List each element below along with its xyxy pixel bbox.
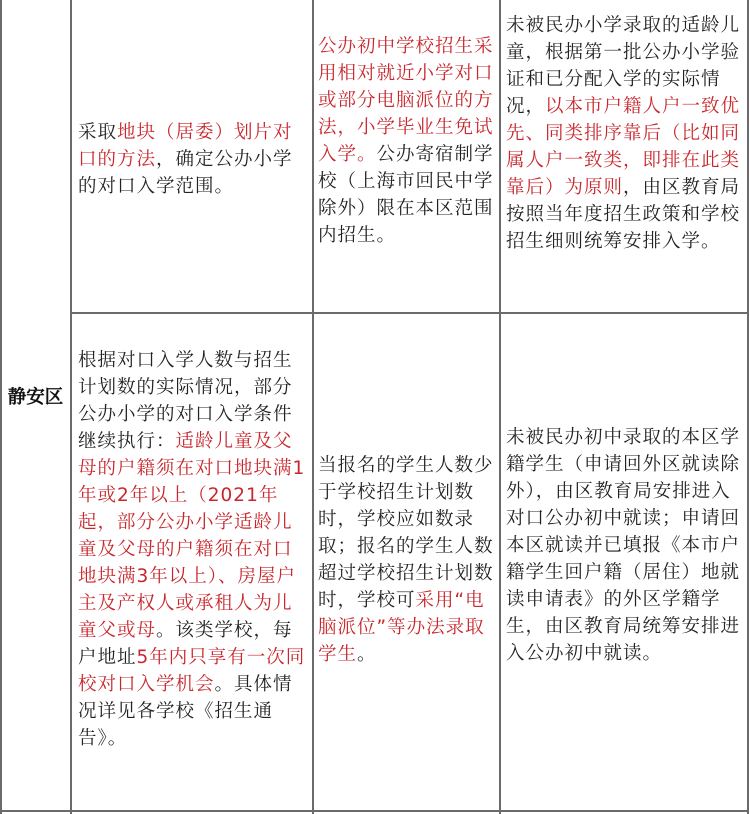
row2-primary-school-cell bbox=[78, 347, 307, 752]
highlighted-text: 适龄儿童及父母的户籍须在对口地块满1年或2年以上（2021年起，部分公办小学适龄儿童及父母的户籍须在对口地块满3年以上）、房屋户主及产权人或承租人为儿童父或母 bbox=[78, 431, 306, 641]
highlighted-text: 公办初中学校招生采用相对就近小学对口或部分电脑派位的方法，小学毕业生免试入学。 bbox=[318, 36, 494, 165]
table-border-bottom bbox=[0, 810, 749, 812]
highlighted-text: 采用“电脑派位”等办法录取学生 bbox=[318, 590, 485, 665]
highlighted-text: 5年内只享有一次同校对口入学机会 bbox=[78, 647, 306, 695]
row-divider bbox=[70, 312, 749, 314]
cell-text: 。该类学校，每户地址 bbox=[78, 620, 293, 668]
row2-private-unadmitted-cell bbox=[506, 424, 744, 667]
cell-text: 。具体情况详见各学校《招生通告》。 bbox=[78, 674, 293, 749]
cell-text: 。 bbox=[357, 644, 377, 665]
cell-text: 未被民办小学录取的适龄儿童，根据第一批公办小学验证和已分配入学的实际情况， bbox=[506, 15, 741, 117]
district-label: 静安区 bbox=[7, 387, 64, 408]
table-border-right bbox=[747, 0, 749, 814]
row1-primary-school-cell bbox=[78, 119, 307, 200]
cell-text: 未被民办初中录取的本区学籍学生（申请回外区就读除外），由区教育局安排进入对口公办初中就读；申请回本区就读并已填报《本市户籍学生回户籍（居住）地就读申请表》的外区学籍学生，由区教育局统筹安排进入公办初中就读。 bbox=[506, 427, 741, 664]
cell-text: ，确定公办小学的对口入学范围。 bbox=[78, 149, 293, 197]
highlighted-text: 以本市户籍人户一致优先、同类排序靠后（比如同属人户一致类，即排在此类靠后）为原则 bbox=[506, 96, 741, 198]
cell-text: 采取 bbox=[78, 122, 118, 143]
cell-text: 根据对口入学人数与招生计划数的实际情况，部分公办小学的对口入学条件继续执行： bbox=[78, 350, 293, 452]
cell-text: 公办寄宿制学校（上海市回民中学除外）限在本区范围内招生。 bbox=[318, 144, 494, 246]
row1-private-unadmitted-cell bbox=[506, 12, 744, 255]
row1-middle-school-cell bbox=[318, 33, 496, 249]
cell-text: ，由区教育局按照当年度招生政策和学校招生细则统筹安排入学。 bbox=[506, 177, 741, 252]
row2-middle-school-cell bbox=[318, 452, 496, 668]
highlighted-text: 地块（居委）划片对口的方法 bbox=[78, 122, 293, 170]
cell-text: 当报名的学生人数少于学校招生计划数时，学校应如数录取；报名的学生人数超过学校招生计划数时，学校可 bbox=[318, 455, 494, 611]
column-divider bbox=[312, 0, 314, 814]
column-divider bbox=[499, 0, 501, 814]
